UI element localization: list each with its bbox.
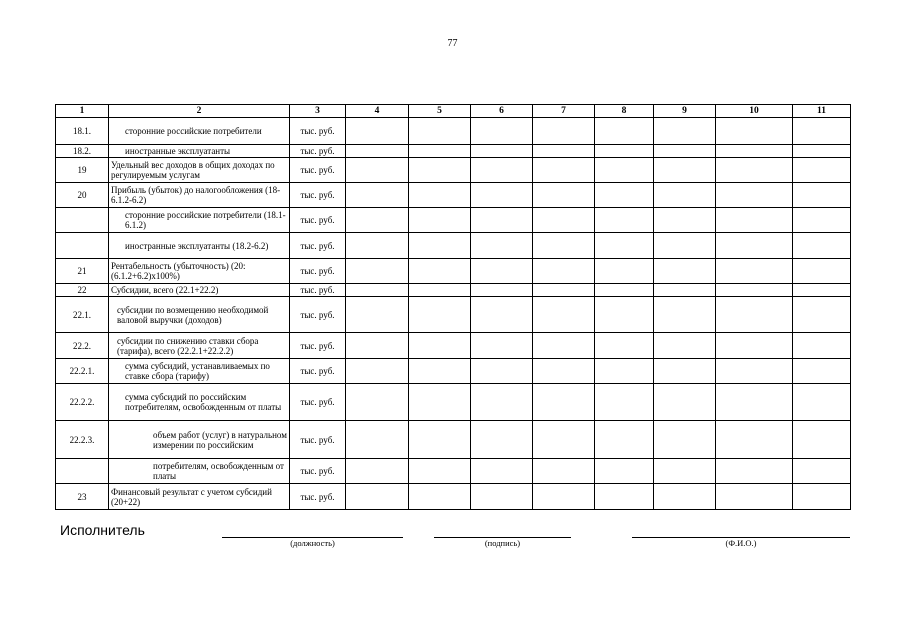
name-signature-line: (Ф.И.О.) <box>632 537 850 548</box>
page-number: 77 <box>447 38 458 49</box>
value-cell[interactable] <box>471 484 533 510</box>
table-row <box>56 384 851 421</box>
value-cell[interactable] <box>595 421 654 459</box>
value-cell[interactable] <box>793 233 851 259</box>
row-indicator-name: Финансовый результат с учетом субсидий (20+22) <box>109 484 290 510</box>
value-cell[interactable] <box>793 384 851 421</box>
value-cell[interactable] <box>716 208 793 233</box>
value-cell[interactable] <box>471 158 533 183</box>
value-cell[interactable] <box>793 208 851 233</box>
table-row <box>56 484 851 510</box>
value-cell[interactable] <box>793 158 851 183</box>
row-indicator-name: Удельный вес доходов в общих доходах по регулируемым услугам <box>109 158 290 183</box>
value-cell[interactable] <box>595 459 654 484</box>
value-cell[interactable] <box>793 284 851 297</box>
value-cell[interactable] <box>595 333 654 359</box>
value-cell[interactable] <box>716 484 793 510</box>
value-cell[interactable] <box>716 145 793 158</box>
value-cell[interactable] <box>716 459 793 484</box>
column-header: 10 <box>716 105 793 118</box>
value-cell[interactable] <box>654 208 716 233</box>
value-cell[interactable] <box>533 484 595 510</box>
value-cell[interactable] <box>533 333 595 359</box>
value-cell[interactable] <box>409 484 471 510</box>
value-cell[interactable] <box>533 233 595 259</box>
value-cell[interactable] <box>654 297 716 333</box>
value-cell[interactable] <box>595 297 654 333</box>
value-cell[interactable] <box>471 233 533 259</box>
value-cell[interactable] <box>346 484 409 510</box>
value-cell[interactable] <box>533 145 595 158</box>
row-unit: тыс. руб. <box>290 145 346 158</box>
column-header: 3 <box>290 105 346 118</box>
value-cell[interactable] <box>471 183 533 208</box>
value-cell[interactable] <box>409 459 471 484</box>
value-cell[interactable] <box>409 208 471 233</box>
value-cell[interactable] <box>346 208 409 233</box>
row-number: 22.1. <box>56 297 109 333</box>
row-indicator-name: субсидии по возмещению необходимой валовой выручки (доходов) <box>109 297 290 333</box>
value-cell[interactable] <box>346 384 409 421</box>
value-cell[interactable] <box>716 359 793 384</box>
value-cell[interactable] <box>346 284 409 297</box>
table-row <box>56 459 851 484</box>
value-cell[interactable] <box>533 118 595 145</box>
row-indicator-name: сумма субсидий, устанавливаемых по ставке сбора (тарифу) <box>109 359 290 384</box>
report-table <box>55 104 851 510</box>
value-cell[interactable] <box>346 118 409 145</box>
table-row <box>56 145 851 158</box>
value-cell[interactable] <box>654 233 716 259</box>
value-cell[interactable] <box>793 359 851 384</box>
row-number: 23 <box>56 484 109 510</box>
value-cell[interactable] <box>346 145 409 158</box>
value-cell[interactable] <box>471 333 533 359</box>
value-cell[interactable] <box>595 359 654 384</box>
column-header: 9 <box>654 105 716 118</box>
value-cell[interactable] <box>716 259 793 284</box>
column-header: 2 <box>109 105 290 118</box>
row-indicator-name: сторонние российские потребители (18.1-6.1.2) <box>109 208 290 233</box>
value-cell[interactable] <box>409 333 471 359</box>
value-cell[interactable] <box>595 145 654 158</box>
value-cell[interactable] <box>533 208 595 233</box>
value-cell[interactable] <box>595 118 654 145</box>
value-cell[interactable] <box>533 359 595 384</box>
value-cell[interactable] <box>409 384 471 421</box>
column-header: 7 <box>533 105 595 118</box>
value-cell[interactable] <box>471 208 533 233</box>
value-cell[interactable] <box>471 459 533 484</box>
table-row <box>56 259 851 284</box>
row-unit: тыс. руб. <box>290 208 346 233</box>
value-cell[interactable] <box>654 421 716 459</box>
value-cell[interactable] <box>716 284 793 297</box>
row-indicator-name: сумма субсидий по российским потребителям, освобожденным от платы <box>109 384 290 421</box>
row-number: 18.1. <box>56 118 109 145</box>
value-cell[interactable] <box>793 118 851 145</box>
value-cell[interactable] <box>595 158 654 183</box>
value-cell[interactable] <box>346 158 409 183</box>
value-cell[interactable] <box>471 384 533 421</box>
value-cell[interactable] <box>793 421 851 459</box>
value-cell[interactable] <box>409 183 471 208</box>
value-cell[interactable] <box>409 158 471 183</box>
value-cell[interactable] <box>346 297 409 333</box>
row-indicator-name: иностранные эксплуатанты <box>109 145 290 158</box>
value-cell[interactable] <box>793 297 851 333</box>
table-row <box>56 208 851 233</box>
row-number: 20 <box>56 183 109 208</box>
row-unit: тыс. руб. <box>290 359 346 384</box>
row-number: 22 <box>56 284 109 297</box>
table-row <box>56 359 851 384</box>
row-number: 19 <box>56 158 109 183</box>
row-number: 21 <box>56 259 109 284</box>
value-cell[interactable] <box>595 484 654 510</box>
row-indicator-name: сторонние российские потребители <box>109 118 290 145</box>
value-cell[interactable] <box>409 233 471 259</box>
column-header: 11 <box>793 105 851 118</box>
row-unit: тыс. руб. <box>290 158 346 183</box>
value-cell[interactable] <box>346 359 409 384</box>
value-cell[interactable] <box>716 421 793 459</box>
value-cell[interactable] <box>533 284 595 297</box>
value-cell[interactable] <box>409 359 471 384</box>
value-cell[interactable] <box>595 284 654 297</box>
value-cell[interactable] <box>654 384 716 421</box>
row-number: 22.2.1. <box>56 359 109 384</box>
value-cell[interactable] <box>654 183 716 208</box>
row-unit: тыс. руб. <box>290 118 346 145</box>
row-number: 22.2. <box>56 333 109 359</box>
value-cell[interactable] <box>533 384 595 421</box>
value-cell[interactable] <box>654 459 716 484</box>
value-cell[interactable] <box>654 359 716 384</box>
row-indicator-name: объем работ (услуг) в натуральном измерении по российским <box>109 421 290 459</box>
row-number <box>56 459 109 484</box>
value-cell[interactable] <box>409 118 471 145</box>
value-cell[interactable] <box>471 259 533 284</box>
value-cell[interactable] <box>716 118 793 145</box>
value-cell[interactable] <box>716 384 793 421</box>
value-cell[interactable] <box>716 158 793 183</box>
row-number: 22.2.3. <box>56 421 109 459</box>
value-cell[interactable] <box>409 284 471 297</box>
row-indicator-name: субсидии по снижению ставки сбора (тарифа), всего (22.2.1+22.2.2) <box>109 333 290 359</box>
value-cell[interactable] <box>471 118 533 145</box>
value-cell[interactable] <box>595 233 654 259</box>
value-cell[interactable] <box>471 284 533 297</box>
value-cell[interactable] <box>471 359 533 384</box>
column-header: 5 <box>409 105 471 118</box>
value-cell[interactable] <box>346 459 409 484</box>
column-header: 1 <box>56 105 109 118</box>
value-cell[interactable] <box>471 421 533 459</box>
row-unit: тыс. руб. <box>290 384 346 421</box>
row-unit: тыс. руб. <box>290 333 346 359</box>
signature-line: (подпись) <box>434 537 571 548</box>
value-cell[interactable] <box>595 384 654 421</box>
column-header: 8 <box>595 105 654 118</box>
value-cell[interactable] <box>716 183 793 208</box>
value-cell[interactable] <box>533 183 595 208</box>
value-cell[interactable] <box>716 333 793 359</box>
table-row <box>56 297 851 333</box>
value-cell[interactable] <box>654 333 716 359</box>
column-header: 6 <box>471 105 533 118</box>
value-cell[interactable] <box>346 183 409 208</box>
table-row <box>56 421 851 459</box>
header-row <box>56 105 851 118</box>
row-indicator-name: потребителям, освобожденным от платы <box>109 459 290 484</box>
value-cell[interactable] <box>471 145 533 158</box>
value-cell[interactable] <box>793 333 851 359</box>
value-cell[interactable] <box>533 421 595 459</box>
column-header: 4 <box>346 105 409 118</box>
row-indicator-name: Субсидии, всего (22.1+22.2) <box>109 284 290 297</box>
row-unit: тыс. руб. <box>290 421 346 459</box>
row-unit: тыс. руб. <box>290 484 346 510</box>
row-unit: тыс. руб. <box>290 183 346 208</box>
row-indicator-name: Рентабельность (убыточность) (20:(6.1.2+6.2)x100%) <box>109 259 290 284</box>
value-cell[interactable] <box>533 158 595 183</box>
row-unit: тыс. руб. <box>290 233 346 259</box>
executor-label: Исполнитель <box>60 522 145 538</box>
value-cell[interactable] <box>793 259 851 284</box>
value-cell[interactable] <box>533 297 595 333</box>
value-cell[interactable] <box>654 118 716 145</box>
value-cell[interactable] <box>654 259 716 284</box>
value-cell[interactable] <box>409 259 471 284</box>
table-row <box>56 233 851 259</box>
value-cell[interactable] <box>793 183 851 208</box>
row-number: 18.2. <box>56 145 109 158</box>
value-cell[interactable] <box>533 459 595 484</box>
value-cell[interactable] <box>595 183 654 208</box>
table-row <box>56 183 851 208</box>
row-number <box>56 233 109 259</box>
table-row <box>56 333 851 359</box>
row-unit: тыс. руб. <box>290 284 346 297</box>
row-indicator-name: Прибыль (убыток) до налогообложения (18-6.1.2-6.2) <box>109 183 290 208</box>
value-cell[interactable] <box>409 421 471 459</box>
value-cell[interactable] <box>654 484 716 510</box>
value-cell[interactable] <box>409 297 471 333</box>
table-body <box>56 118 851 510</box>
value-cell[interactable] <box>595 208 654 233</box>
value-cell[interactable] <box>793 145 851 158</box>
row-number: 22.2.2. <box>56 384 109 421</box>
value-cell[interactable] <box>346 421 409 459</box>
table-row <box>56 284 851 297</box>
value-cell[interactable] <box>793 459 851 484</box>
value-cell[interactable] <box>533 259 595 284</box>
table-row <box>56 118 851 145</box>
row-unit: тыс. руб. <box>290 259 346 284</box>
value-cell[interactable] <box>346 233 409 259</box>
table-row <box>56 158 851 183</box>
position-signature-line: (должность) <box>222 537 403 548</box>
value-cell[interactable] <box>654 145 716 158</box>
value-cell[interactable] <box>346 259 409 284</box>
row-unit: тыс. руб. <box>290 459 346 484</box>
value-cell[interactable] <box>409 145 471 158</box>
value-cell[interactable] <box>471 297 533 333</box>
row-number <box>56 208 109 233</box>
row-indicator-name: иностранные эксплуатанты (18.2-6.2) <box>109 233 290 259</box>
value-cell[interactable] <box>346 333 409 359</box>
value-cell[interactable] <box>595 259 654 284</box>
value-cell[interactable] <box>716 233 793 259</box>
value-cell[interactable] <box>716 297 793 333</box>
value-cell[interactable] <box>654 158 716 183</box>
value-cell[interactable] <box>793 484 851 510</box>
row-unit: тыс. руб. <box>290 297 346 333</box>
value-cell[interactable] <box>654 284 716 297</box>
